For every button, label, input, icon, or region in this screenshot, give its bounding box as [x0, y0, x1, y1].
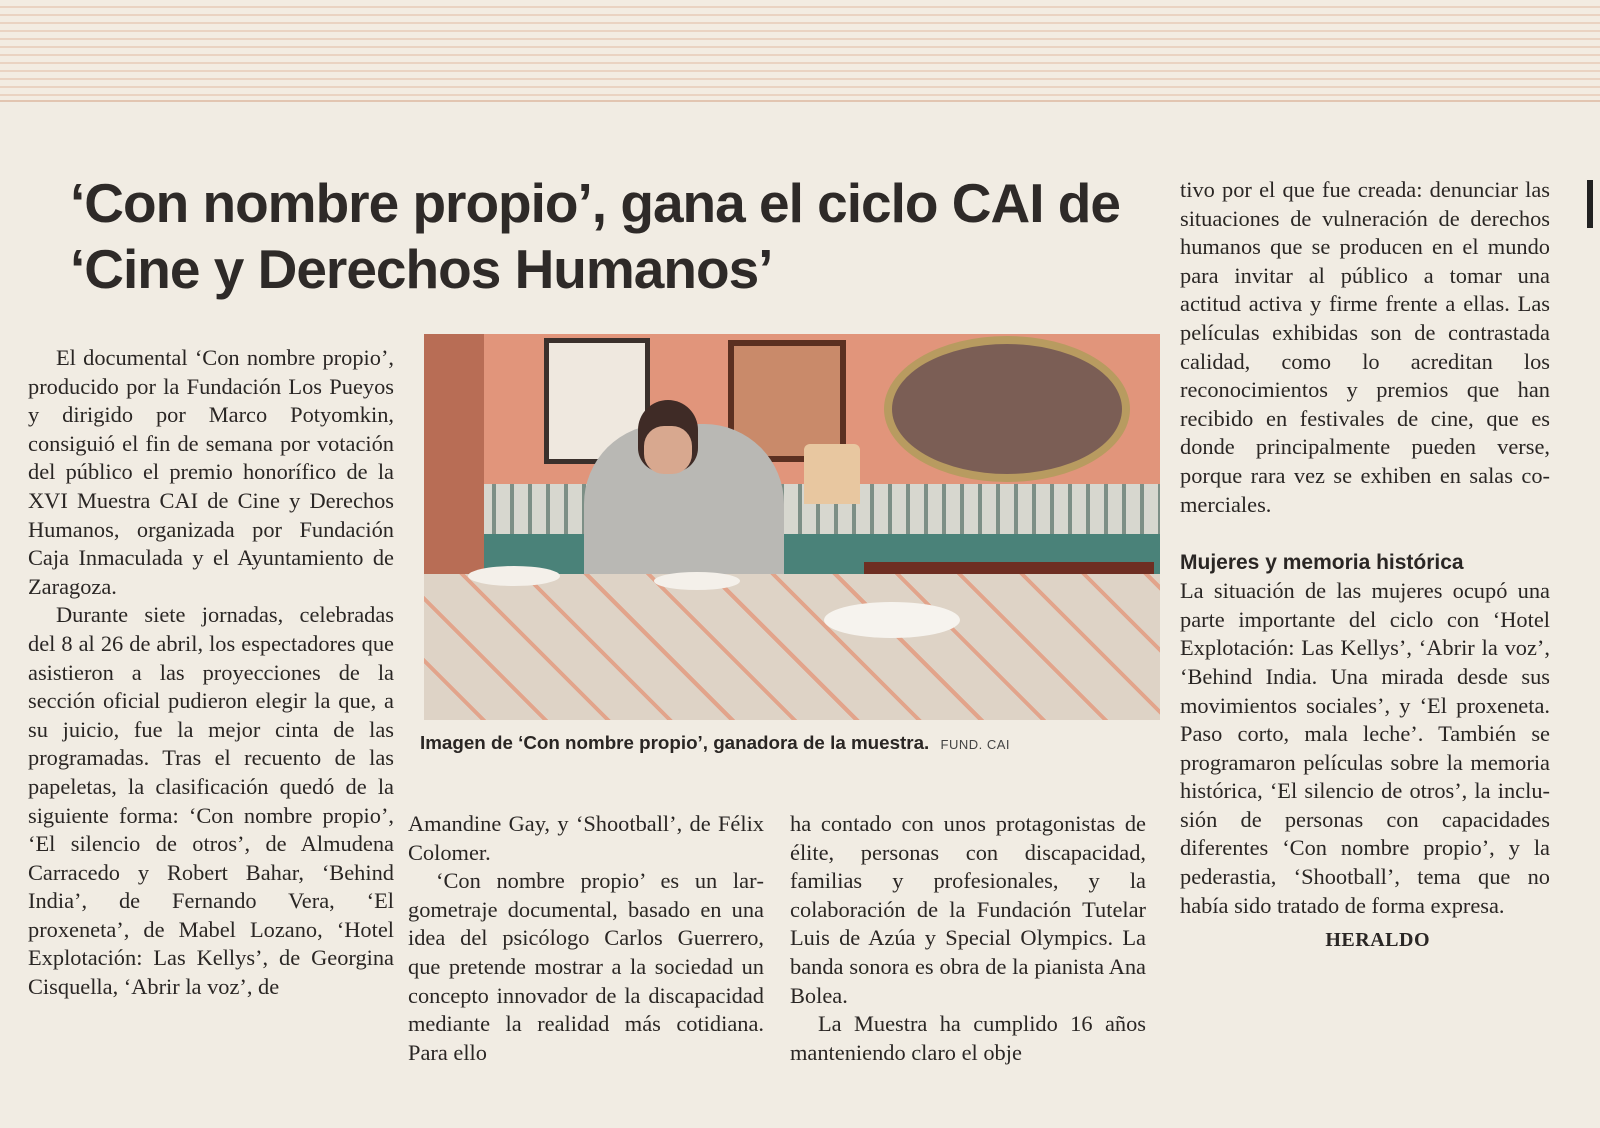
- photo-plate: [654, 572, 740, 590]
- photo-mirror: [884, 336, 1130, 482]
- photo-plate: [824, 602, 960, 638]
- photo-plate: [468, 566, 560, 586]
- newspaper-signature: HERALDO: [1325, 929, 1430, 952]
- article-column-3: [790, 810, 1146, 1067]
- photo-credit: FUND. CAI: [940, 737, 1010, 752]
- paragraph: La Muestra ha cumplido 16 años manteniendo claro el obje: [790, 1011, 1146, 1065]
- paragraph: La situación de las mujeres ocupó una parte importante del ciclo con ‘Hotel Explotación: Las Kellys’, ‘Abrir la voz’, ‘Behind India. Una mirada desde sus movimientos sociales’, y ‘El proxeneta. Paso corto, mala leche’. También se programaron películas sobre la memoria histórica, ‘El silencio de otros’, la inclusión de personas con capacidades diferentes ‘Con nombre propio’, y la pederastia, ‘Shootball’, tema que no había sido tratado de forma expresa.: [1180, 578, 1550, 918]
- photo-lamp: [804, 444, 860, 504]
- page-header-band: [0, 0, 1600, 102]
- paragraph: El documental ‘Con nombre propio’, producido por la Fundación Los Pueyos y dirigido por Marco Potyomkin, consiguió el fin de semana por votación del público el premio honorífico de la XVI Muestra CAI de Cine y Derechos Humanos, organizada por Fundación Caja Inmaculada y el Ayuntamiento de Zaragoza.: [28, 345, 394, 599]
- photo-wall-border: [424, 484, 1160, 534]
- article-column-2: [408, 810, 764, 1067]
- caption-text: Imagen de ‘Con nombre propio’, ganadora de la muestra.: [420, 732, 930, 753]
- article-column-4: [1180, 176, 1550, 955]
- paragraph: Durante siete jornadas, celebradas del 8 al 26 de abril, los espectadores que asistieron a las proyecciones de la sección oficial pudieron elegir la que, a su juicio, fue la mejor cinta de las programadas. Tras el recuento de las papeletas, la clasificación quedó de la siguiente forma: ‘Con nombre propio’, ‘El silencio de otros’, de Almudena Carracedo y Robert Bahar, ‘Behind India’, de Fernando Vera, ‘El proxeneta’, de Mabel Lozano, ‘Hotel Explotación: Las Kellys’, de Georgina Cisquella, ‘Abrir la voz’, de: [28, 602, 394, 1000]
- paragraph: ha contado con unos protagonistas de élite, personas con discapacidad, familias y profesionales, y la colaboración de la Fundación Tutelar Luis de Azúa y Special Olympics. La banda sonora es obra de la pianista Ana Bolea.: [790, 811, 1146, 1008]
- paragraph: Amandine Gay, y ‘Shootball’, de Félix Colomer.: [408, 811, 764, 865]
- paragraph: tivo por el que fue creada: denunciar las situaciones de vulneración de derechos humanos que se producen en el mundo para invitar al público a tomar una actitud activa y firme frente a ellas. Las películas exhibidas son de contrastada calidad, como lo acreditan los reconocimientos y premios que han recibido en festivales de cine, que es donde principalmente pueden verse, porque rara vez se exhiben en salas comerciales.: [1180, 177, 1550, 517]
- photo-caption: [420, 732, 1160, 754]
- headline: ‘Con nombre propio’, gana el ciclo CAI de ‘Cine y Derechos Humanos’: [70, 172, 1120, 300]
- adjacent-article-edge: [1585, 160, 1600, 460]
- paragraph: ‘Con nombre propio’ es un largometraje documental, basado en una idea del psicólogo Carlos Guerrero, que pretende mostrar a la sociedad un concepto innovador de la discapacidad mediante la realidad más cotidiana. Para ello: [408, 868, 764, 1065]
- subheading: Mujeres y memoria histórica: [1180, 551, 1464, 575]
- photo-person-face: [644, 426, 692, 474]
- edge-bar: [1587, 180, 1593, 228]
- article-photo: [424, 334, 1160, 720]
- article-column-1: [28, 344, 394, 1002]
- photo-table: [424, 574, 1160, 720]
